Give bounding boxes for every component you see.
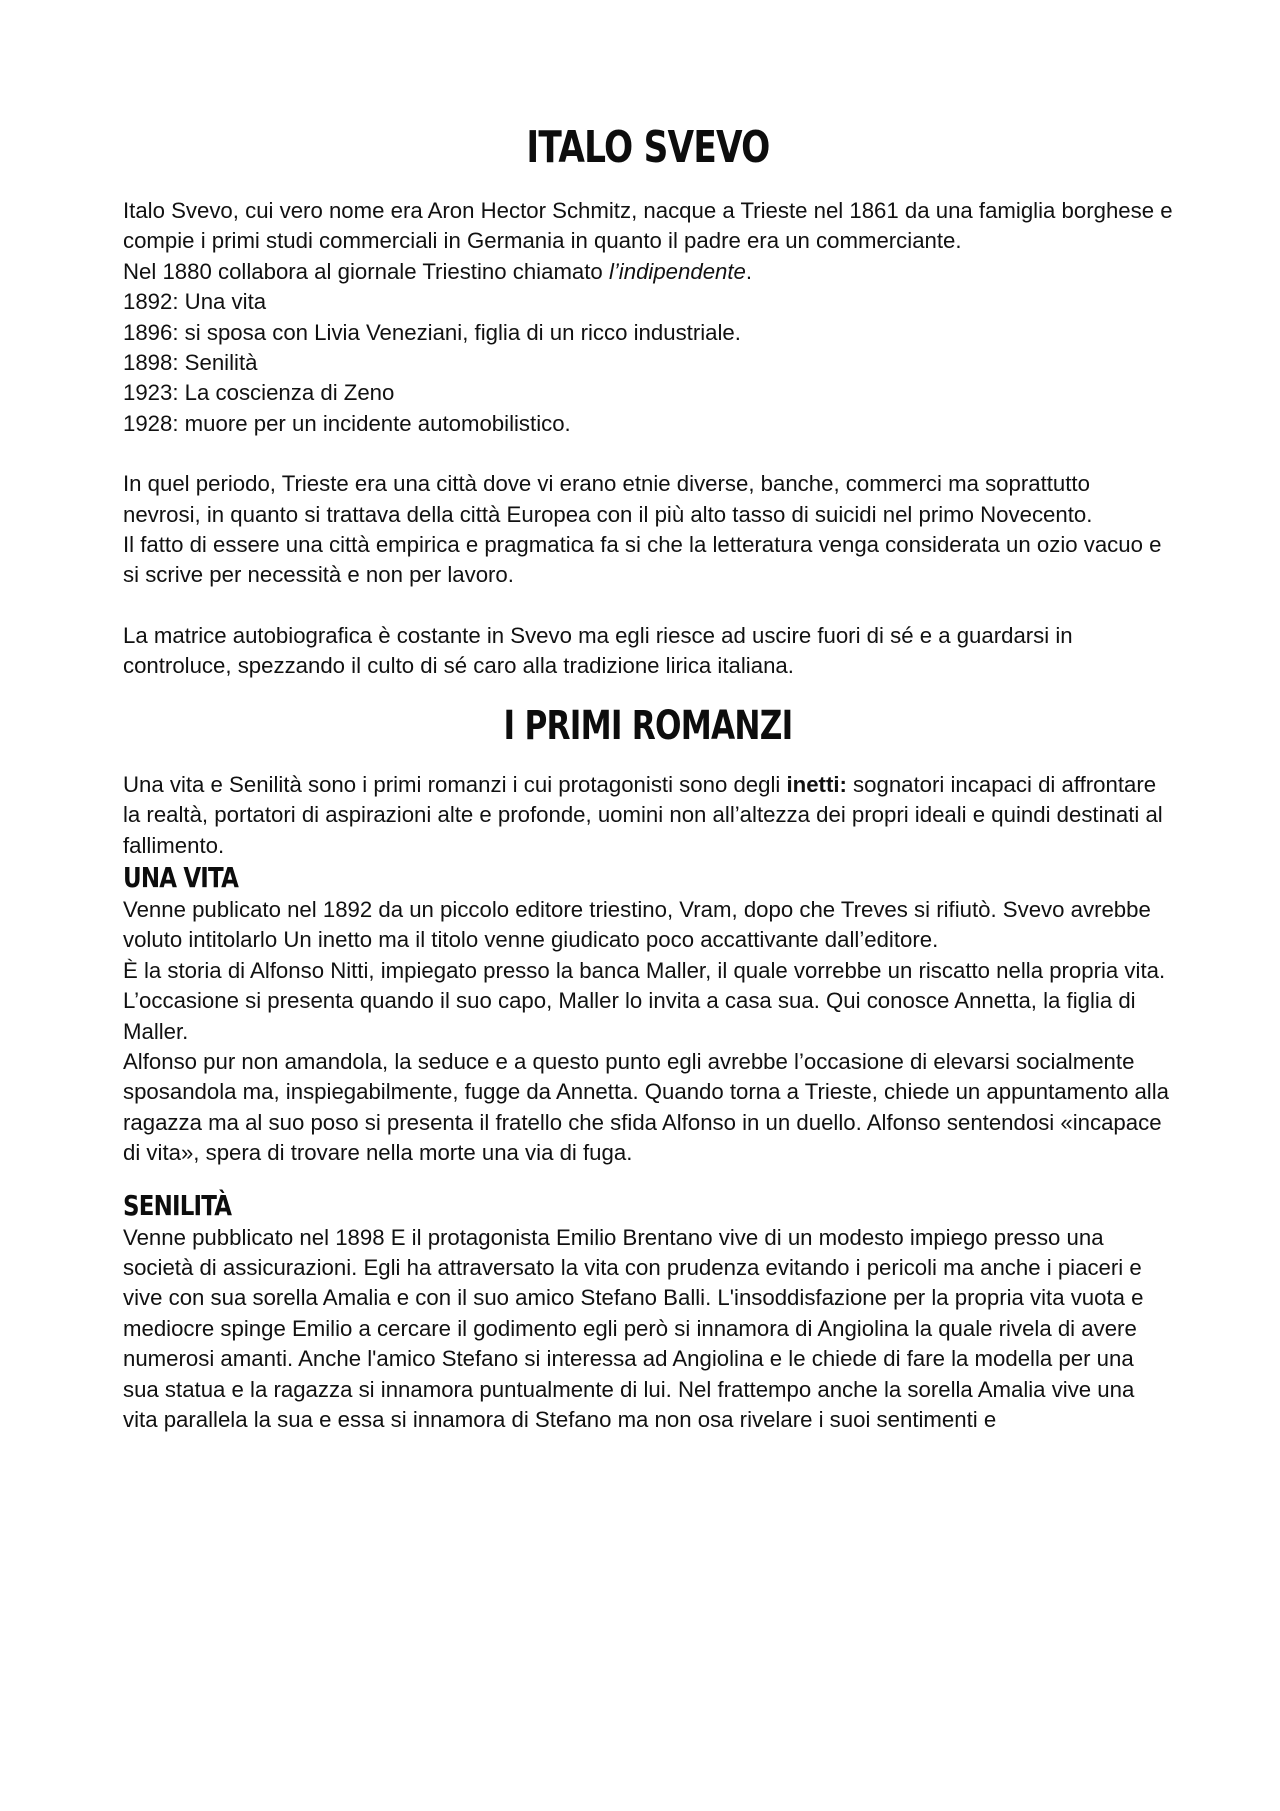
intro-p2-text: Nel 1880 collabora al giornale Triestino chiamato (123, 258, 609, 284)
intro-paragraph-1: Italo Svevo, cui vero nome era Aron Hector Schmitz, nacque a Trieste nel 1861 da una famiglia borghese e compie i primi studi commerciali in Germania in quanto il padre era un commerciante. (123, 198, 1173, 254)
spacer (123, 591, 1173, 621)
una-vita-paragraph-3: Alfonso pur non amandola, la seduce e a questo punto egli avrebbe l’occasione di elevarsi socialmente sposandola ma, inspiegabilmente, fugge da Annetta. Quando torna a Trieste, chiede un appuntamento alla ragazza ma al suo poso si presenta il fratello che sfida Alfonso in un duello. Alfonso sentendosi «incapace di vita», spera di trovare nella morte una via di fuga. (123, 1048, 1170, 1166)
inetti-term: inetti: (786, 771, 847, 797)
timeline-item: 1928: muore per un incidente automobilistico. (123, 410, 571, 436)
newspaper-name: l’indipendente (608, 258, 746, 284)
intro-paragraph-4: Il fatto di essere una città empirica e pragmatica fa si che la letteratura venga considerata un ozio vacuo e si scrive per necessità e non per lavoro. (123, 532, 1162, 588)
intro-paragraph-5: La matrice autobiografica è costante in Svevo ma egli riesce ad uscire fuori di sé e a guardarsi in controluce, spezzando il culto di sé caro alla tradizione lirica italiana. (123, 622, 1073, 679)
subheading-una-vita: UNA VITA (123, 860, 239, 894)
senilita-paragraph-1: Venne pubblicato nel 1898 E il protagonista Emilio Brentano vive di un modesto impiego presso una società di assicurazioni. Egli ha attraversato la vita con prudenza evitando i pericoli ma anche i piaceri e vive con sua sorella Amalia e con il suo amico Stefano Balli. L'insoddisfazione per la propria vita vuota e mediocre spinge Emilio a cercare il godimento egli però si innamora di Angiolina la quale rivela di avere numerosi amanti. Anche l'amico Stefano si interessa ad Angiolina e le chiede di fare la modella per una sua statua e la ragazza si innamora puntualmente di lui. Nel frattempo anche la sorella Amalia vive una vita parallela la sua e essa si innamora di Stefano ma non osa rivelare i suoi sentimenti e (123, 1224, 1144, 1432)
primi-text-end: sognatori incapaci di affrontare la realtà, portatori di aspirazioni alte e profonde, uomini non all’altezza dei propri ideali e quindi destinati al fallimento. (123, 771, 1163, 858)
document-content (123, 120, 1173, 1435)
page-title: ITALO SVEVO (526, 122, 770, 173)
intro-paragraph-3: In quel periodo, Trieste era una città dove vi erano etnie diverse, banche, commerci ma soprattutto nevrosi, in quanto si trattava della città Europea con il più alto tasso di suicidi nel primo Novecento. (123, 471, 1093, 527)
spacer (123, 439, 1173, 469)
una-vita-paragraph-1: Venne publicato nel 1892 da un piccolo editore triestino, Vram, dopo che Treves si rifiutò. Svevo avrebbe voluto intitolarlo Un inetto ma il titolo venne giudicato poco accattivante dall’editore. (123, 896, 1151, 953)
timeline-item: 1923: La coscienza di Zeno (123, 380, 395, 406)
subheading-senilita: SENILITÀ (123, 1188, 232, 1222)
primi-romanzi-paragraph (123, 770, 1173, 861)
intro-p2-end: . (745, 258, 753, 284)
una-vita-paragraph-2: È la storia di Alfonso Nitti, impiegato presso la banca Maller, il quale vorrebbe un riscatto nella propria vita. L’occasione si presenta quando il suo capo, Maller lo invita a casa sua. Qui conosce Annetta, la figlia di Maller. (123, 957, 1166, 1044)
timeline-item: 1898: Senilità (123, 350, 258, 376)
timeline-item: 1896: si sposa con Livia Veneziani, figlia di un ricco industriale. (123, 319, 741, 345)
primi-text-start: Una vita e Senilità sono i primi romanzi i cui protagonisti sono degli (123, 771, 787, 797)
timeline-item: 1892: Una vita (123, 289, 267, 315)
section-title-primi-romanzi: I PRIMI ROMANZI (503, 702, 793, 749)
intro-paragraph-2 (123, 257, 1173, 287)
